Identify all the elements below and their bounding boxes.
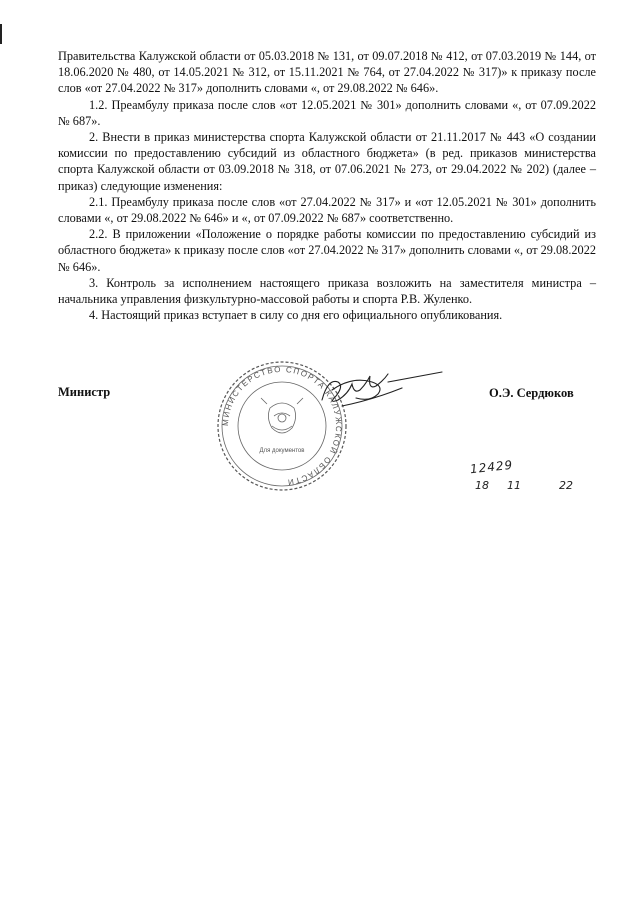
paragraph-1-2: 1.2. Преамбулу приказа после слов «от 12.05.2021 № 301» дополнить словами «, от 07.09.2022 № 687».: [58, 97, 596, 128]
seal-inner-text: Для документов: [259, 448, 305, 454]
signatory-title: Министр: [58, 385, 111, 399]
document-body: [58, 48, 596, 323]
registration-number: 12429: [469, 457, 514, 477]
signatory-name: О.Э. Сердюков: [489, 386, 574, 400]
handwritten-signature-icon: [292, 360, 452, 420]
seal-ring-text: МИНИСТЕРСТВО СПОРТА КАЛУЖСКОЙ ОБЛАСТИ: [220, 364, 344, 487]
paragraph-3: 3. Контроль за исполнением настоящего приказа возложить на заместителя министра – начальника управления физкультурно-массовой работы и спорта Р.В. Жуленко.: [58, 275, 596, 307]
paragraph-1-continuation: Правительства Калужской области от 05.03.2018 № 131, от 09.07.2018 № 412, от 07.03.2019 № 144, от 18.06.2020 № 480, от 14.05.2021 № 312, от 15.11.2021 № 764, от 27.04.2022 № 317)» к приказу после слов «от 27.04.2022 № 317» дополнить словами «, от 29.08.2022 № 646».: [58, 49, 596, 96]
paragraph-4: 4. Настоящий приказ вступает в силу со дня его официального опубликования.: [89, 308, 503, 323]
scan-edge-mark: [0, 24, 2, 44]
registration-date-day: 18: [475, 479, 489, 492]
paragraph-2: 2. Внести в приказ министерства спорта Калужской области от 21.11.2017 № 443 «О создании комиссии по предоставлению субсидий из областного бюджета» (в ред. приказов министерства спорта Калужской области от 03.09.2018 № 318, от 07.06.2021 № 273, от 29.04.2022 № 202) (далее – приказ) следующие изменения:: [58, 130, 596, 193]
paragraph-2-2: 2.2. В приложении «Положение о порядке работы комиссии по предоставлению субсидий из областного бюджета» к приказу после слов «от 27.04.2022 № 317» дополнить словами «, от 29.08.2022 № 646».: [58, 227, 596, 274]
registration-date-month: 11: [507, 479, 521, 492]
paragraph-2-1: 2.1. Преамбулу приказа после слов «от 27.04.2022 № 317» и «от 12.05.2021 № 301» дополнить словами «, от 29.08.2022 № 646» и «, от 07.09.2022 № 687» соответственно.: [58, 194, 596, 226]
registration-date-year: 22: [559, 479, 573, 492]
